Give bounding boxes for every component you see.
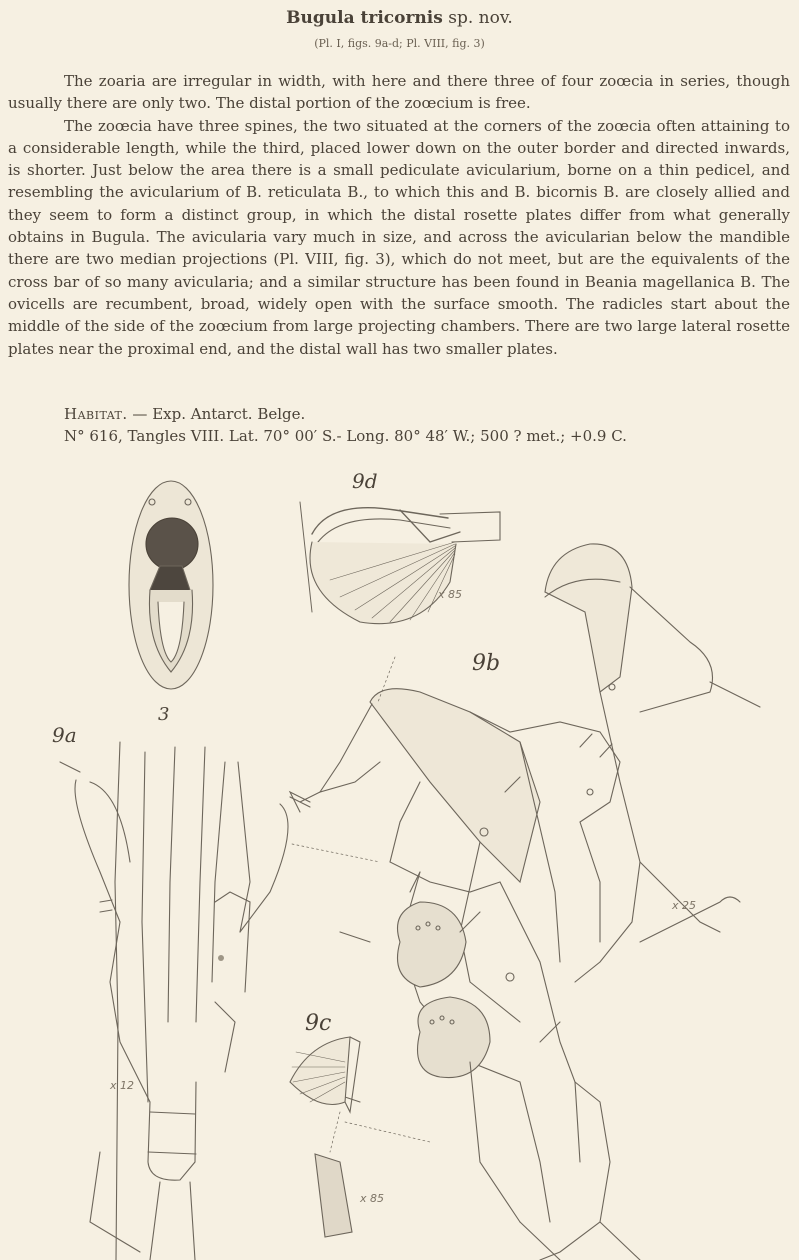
figure-3-avicularium	[129, 481, 213, 689]
scale-9a: x 12	[110, 1079, 135, 1092]
habitat-label: Habitat.	[64, 405, 128, 423]
figure-9c-label: 9c	[305, 1011, 332, 1036]
paragraph-1: The zoaria are irregular in width, with here and there three of four zoœcia in series, though usually there are only two. The distal portion of the zoœcium is free.	[8, 72, 790, 113]
species-status: sp. nov.	[448, 8, 513, 28]
scale-9b: x 25	[672, 899, 697, 912]
figure-9d-detail	[300, 502, 500, 624]
article-title	[0, 8, 799, 28]
station-line: N° 616, Tangles VIII. Lat. 70° 00′ S.- Long. 80° 48′ W.; 500 ? met.; +0.9 C.	[64, 427, 627, 445]
species-name: Bugula tricornis	[286, 8, 443, 28]
figure-9a-label: 9a	[52, 723, 77, 747]
figure-3-label: 3	[158, 704, 170, 725]
paragraph-2: The zoœcia have three spines, the two situated at the corners of the zoœcia often attaining to a considerable length, while the third, placed lower down on the outer border and directed inwards, is shorter. Just below the area there is a small pediculate avicularium, borne on a thin pedicel, and resembling the avicularium of B. reticulata B., to which this and B. bicornis B. are closely allied and they seem to form a distinct group, in which the distal rosette plates differ from what generally obtains in Bugula. The avicularia vary much in size, and across the avicularian below the mandible there are two median projections (Pl. VIII, fig. 3), which do not meet, but are the equivalents of the cross bar of so many avicularia; and a similar structure has been found in Beania magellanica B. The ovicells are recumbent, broad, widely open with the surface smooth. The radicles start about the middle of the side of the zoœcium from large projecting chambers. There are two large lateral rosette plates near the proximal end, and the distal wall has two smaller plates.	[8, 116, 790, 358]
habitat-value: — Exp. Antarct. Belge.	[132, 405, 306, 423]
scale-9d: x 85	[438, 588, 463, 601]
plate-reference: (Pl. I, figs. 9a-d; Pl. VIII, fig. 3)	[314, 37, 485, 50]
figure-9c-detail	[290, 1037, 430, 1237]
figure-9b-label: 9b	[472, 651, 501, 676]
figure-9d-label: 9d	[352, 469, 378, 493]
habitat-line	[64, 403, 305, 426]
description	[8, 70, 790, 360]
scale-9c: x 85	[360, 1192, 385, 1205]
plate-illustration	[0, 462, 799, 1260]
figure-9a-zoarium	[60, 742, 320, 1260]
